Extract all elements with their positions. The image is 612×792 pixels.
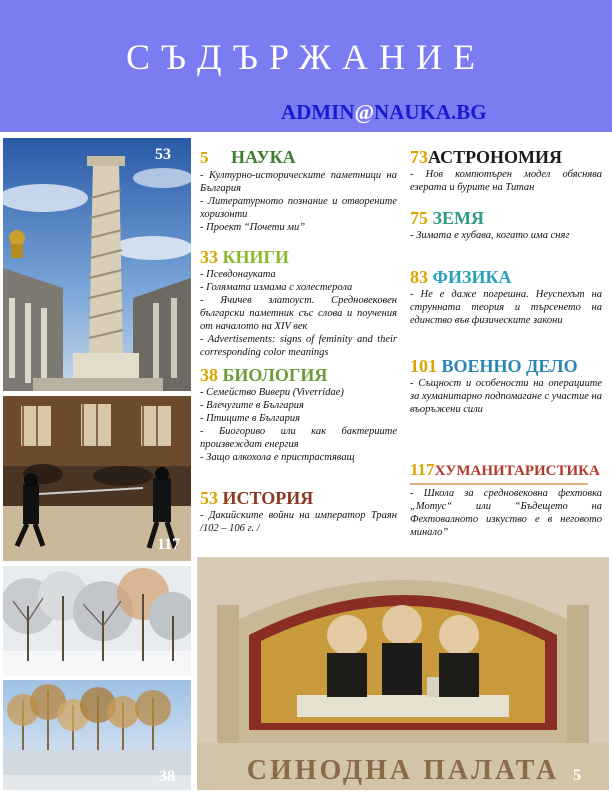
list-item[interactable]: - Културно-историческите паметници на България — [200, 169, 397, 195]
photo-page-number: 38 — [159, 768, 175, 785]
section-title: ВОЕННО ДЕЛО — [441, 356, 578, 376]
list-item[interactable]: - Проект “Почети ми” — [200, 221, 397, 234]
list-item[interactable]: - Семейство Вивери (Viverridae) — [200, 386, 397, 399]
list-item[interactable]: - Не е даже погрешна. Неуспехът на струнната теория и търсенето на единство във физическите закони — [410, 288, 602, 327]
photo-column — [3, 138, 191, 391]
list-item[interactable]: - Зимата е хубава, когато има сняг — [410, 229, 602, 242]
section-title: БИОЛОГИЯ — [222, 365, 328, 385]
section-items — [410, 487, 602, 539]
list-item[interactable]: - Литературното познание и отворените хоризонти — [200, 195, 397, 221]
section-title: АСТРОНОМИЯ — [428, 147, 562, 167]
section-page: 33 — [200, 247, 218, 267]
list-item[interactable]: - Нов компютърен модел обяснява езерата и бурите на Титан — [410, 168, 602, 194]
section-title: КНИГИ — [222, 247, 290, 267]
section-title: ФИЗИКА — [432, 267, 512, 287]
list-item[interactable]: - Школа за средновековна фехтовка „Мотус“ или “Бъдещето на Фехтовалното изкуство е в неговото минало” — [410, 487, 602, 539]
page-title: СЪДЪРЖАНИЕ — [126, 37, 486, 77]
list-item[interactable]: - Същност и особености на операциите за хуманитарно подпомагане с участие на въоръжени сили — [410, 377, 602, 416]
photo-page-number: 5 — [573, 767, 581, 784]
photo-fencing — [3, 396, 191, 561]
section-page: 5 — [200, 148, 209, 167]
section-items — [410, 377, 602, 416]
section-items — [410, 168, 602, 194]
section-items — [200, 509, 397, 535]
site-email[interactable] — [281, 100, 487, 125]
email-user: ADMIN — [281, 100, 355, 124]
section-title: НАУКА — [231, 147, 296, 167]
section-humanitaristika[interactable] — [410, 459, 602, 539]
photo-lake-trees — [3, 680, 191, 790]
list-item[interactable]: - Биогориво или как бактериите произвеждат енергия — [200, 425, 397, 451]
section-items — [410, 288, 602, 327]
section-page: 117 — [410, 460, 435, 479]
section-page: 53 — [200, 488, 218, 508]
section-page: 83 — [410, 267, 428, 287]
list-item[interactable]: - Влечугите в България — [200, 399, 397, 412]
section-page: 101 — [410, 356, 437, 376]
section-items — [200, 169, 397, 234]
email-at: @ — [354, 100, 375, 124]
photo-page-number: 53 — [155, 146, 171, 163]
list-item[interactable]: - Защо алкохола е пристрастяващ — [200, 451, 397, 464]
section-page: 38 — [200, 365, 218, 385]
section-istoria[interactable] — [200, 487, 397, 535]
email-domain: NAUKA — [374, 100, 452, 124]
section-nauka[interactable] — [200, 146, 397, 234]
photo-winter-trees — [3, 566, 191, 676]
list-item[interactable]: - Дакийските войни на император Траян /102 – 106 г. / — [200, 509, 397, 535]
section-biologia[interactable] — [200, 364, 397, 464]
section-astronomia[interactable] — [410, 146, 602, 194]
email-tld: .BG — [451, 100, 487, 124]
section-title: ХУМАНИТАРИСТИКА — [434, 463, 600, 479]
title-underline — [410, 483, 588, 485]
header-banner — [0, 0, 612, 132]
section-page: 73 — [410, 147, 428, 167]
section-knigi[interactable] — [200, 246, 397, 359]
section-title: ИСТОРИЯ — [222, 488, 314, 508]
section-voenno-delo[interactable] — [410, 355, 602, 416]
section-page: 75 — [410, 208, 428, 228]
photo-page-number: 117 — [157, 536, 181, 553]
section-fizika[interactable] — [410, 266, 602, 327]
list-item[interactable]: - Псевдонауката — [200, 268, 397, 281]
building-inscription: СИНОДНА ПАЛАТА — [246, 755, 560, 786]
section-items — [410, 229, 602, 242]
list-item[interactable]: - Голямата измама с холестерола — [200, 281, 397, 294]
list-item[interactable]: - Advertisements: signs of feminity and their corresponding color meanings — [200, 333, 397, 359]
list-item[interactable]: - Птиците в България — [200, 412, 397, 425]
photo-synod-palace — [197, 545, 609, 790]
section-items — [200, 268, 397, 359]
section-items — [200, 386, 397, 464]
section-zemia[interactable] — [410, 207, 602, 242]
list-item[interactable]: - Ячичев златоуст. Средновековен български паметник със слова и поучения от началото на XIV век — [200, 294, 397, 333]
section-title: ЗЕМЯ — [432, 208, 484, 228]
